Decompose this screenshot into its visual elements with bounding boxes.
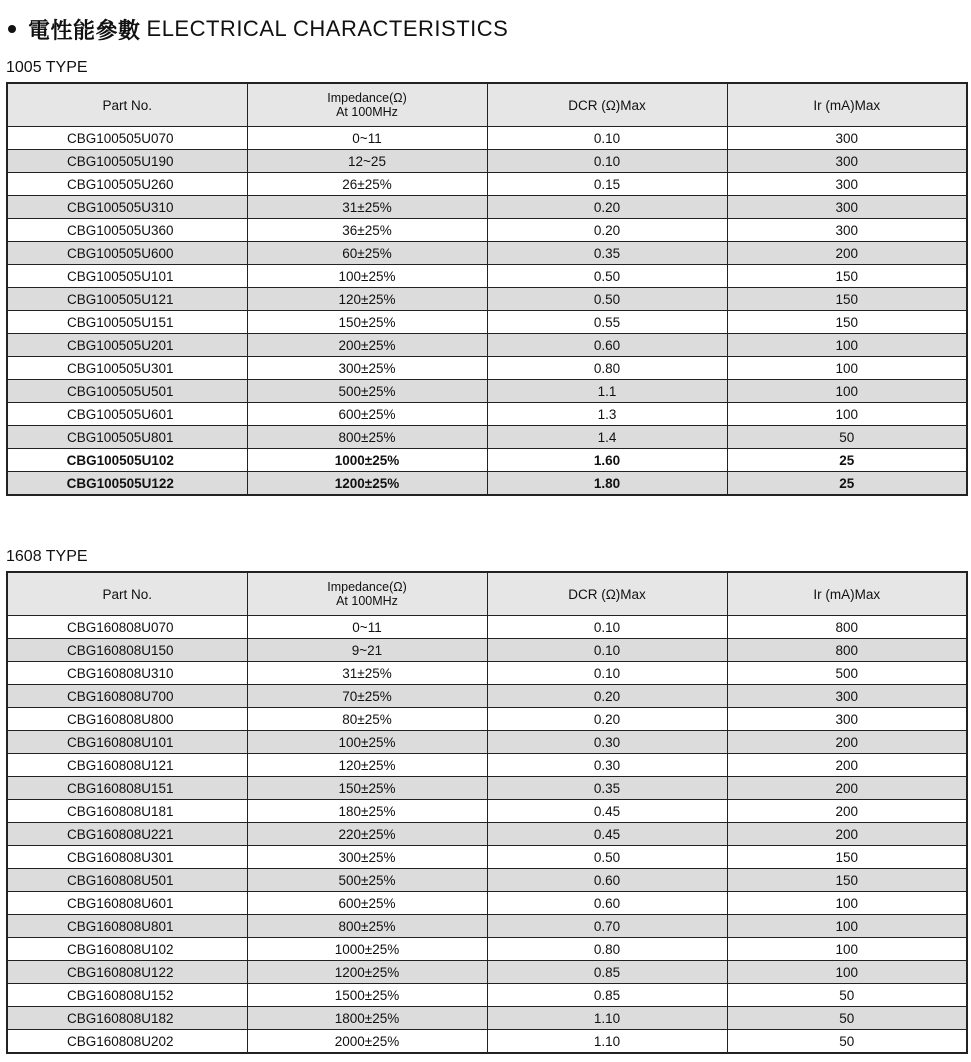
cell-ir: 50 <box>727 984 967 1007</box>
cell-part-number: CBG160808U102 <box>7 938 247 961</box>
section-heading <box>8 14 508 44</box>
spec-table-1608 <box>6 571 968 1054</box>
cell-impedance: 150±25% <box>247 311 487 334</box>
cell-dcr: 0.10 <box>487 150 727 173</box>
table-row <box>7 265 967 288</box>
cell-impedance: 200±25% <box>247 334 487 357</box>
column-header-dcr: DCR (Ω)Max <box>487 83 727 127</box>
cell-dcr: 0.45 <box>487 800 727 823</box>
cell-dcr: 0.30 <box>487 731 727 754</box>
table-row <box>7 846 967 869</box>
table-row <box>7 127 967 150</box>
table-row <box>7 150 967 173</box>
cell-part-number: CBG160808U202 <box>7 1030 247 1054</box>
column-header-part: Part No. <box>7 572 247 616</box>
cell-part-number: CBG160808U301 <box>7 846 247 869</box>
cell-part-number: CBG160808U182 <box>7 1007 247 1030</box>
table-row <box>7 1030 967 1054</box>
cell-impedance: 120±25% <box>247 288 487 311</box>
table-row <box>7 380 967 403</box>
cell-dcr: 0.20 <box>487 219 727 242</box>
cell-impedance: 100±25% <box>247 731 487 754</box>
cell-ir: 100 <box>727 380 967 403</box>
cell-dcr: 0.50 <box>487 265 727 288</box>
cell-ir: 100 <box>727 403 967 426</box>
cell-ir: 300 <box>727 196 967 219</box>
cell-part-number: CBG100505U360 <box>7 219 247 242</box>
cell-impedance: 36±25% <box>247 219 487 242</box>
cell-part-number: CBG100505U070 <box>7 127 247 150</box>
table-row <box>7 334 967 357</box>
table-row <box>7 777 967 800</box>
cell-impedance: 60±25% <box>247 242 487 265</box>
cell-part-number: CBG160808U121 <box>7 754 247 777</box>
cell-impedance: 100±25% <box>247 265 487 288</box>
cell-impedance: 9~21 <box>247 639 487 662</box>
cell-ir: 200 <box>727 777 967 800</box>
cell-ir: 300 <box>727 219 967 242</box>
cell-impedance: 80±25% <box>247 708 487 731</box>
cell-part-number: CBG160808U152 <box>7 984 247 1007</box>
cell-impedance: 600±25% <box>247 892 487 915</box>
table-row <box>7 639 967 662</box>
cell-impedance: 70±25% <box>247 685 487 708</box>
column-header-dcr: DCR (Ω)Max <box>487 572 727 616</box>
cell-dcr: 0.85 <box>487 984 727 1007</box>
cell-part-number: CBG160808U151 <box>7 777 247 800</box>
cell-part-number: CBG160808U801 <box>7 915 247 938</box>
cell-ir: 200 <box>727 731 967 754</box>
cell-dcr: 0.60 <box>487 892 727 915</box>
cell-dcr: 0.50 <box>487 288 727 311</box>
cell-part-number: CBG160808U221 <box>7 823 247 846</box>
table-row <box>7 1007 967 1030</box>
cell-ir: 100 <box>727 892 967 915</box>
table-row <box>7 961 967 984</box>
cell-part-number: CBG160808U122 <box>7 961 247 984</box>
column-header-impedance <box>247 83 487 127</box>
cell-part-number: CBG100505U201 <box>7 334 247 357</box>
cell-impedance: 800±25% <box>247 426 487 449</box>
cell-ir: 25 <box>727 472 967 496</box>
cell-dcr: 0.10 <box>487 662 727 685</box>
cell-part-number: CBG100505U301 <box>7 357 247 380</box>
cell-dcr: 0.85 <box>487 961 727 984</box>
cell-dcr: 0.20 <box>487 196 727 219</box>
cell-dcr: 1.3 <box>487 403 727 426</box>
cell-impedance: 180±25% <box>247 800 487 823</box>
cell-ir: 100 <box>727 915 967 938</box>
cell-dcr: 0.20 <box>487 708 727 731</box>
table-row <box>7 662 967 685</box>
table-row <box>7 984 967 1007</box>
cell-ir: 800 <box>727 616 967 639</box>
cell-ir: 150 <box>727 846 967 869</box>
cell-ir: 200 <box>727 823 967 846</box>
cell-ir: 300 <box>727 150 967 173</box>
cell-part-number: CBG100505U260 <box>7 173 247 196</box>
column-header-ir: Ir (mA)Max <box>727 83 967 127</box>
cell-part-number: CBG100505U600 <box>7 242 247 265</box>
cell-part-number: CBG160808U501 <box>7 869 247 892</box>
cell-ir: 300 <box>727 173 967 196</box>
cell-dcr: 0.60 <box>487 334 727 357</box>
cell-ir: 100 <box>727 357 967 380</box>
cell-part-number: CBG160808U150 <box>7 639 247 662</box>
cell-ir: 800 <box>727 639 967 662</box>
cell-dcr: 0.10 <box>487 639 727 662</box>
cell-ir: 100 <box>727 334 967 357</box>
cell-part-number: CBG100505U102 <box>7 449 247 472</box>
cell-dcr: 0.15 <box>487 173 727 196</box>
cell-impedance: 0~11 <box>247 127 487 150</box>
table-row <box>7 403 967 426</box>
cell-part-number: CBG100505U501 <box>7 380 247 403</box>
cell-part-number: CBG160808U310 <box>7 662 247 685</box>
table-row <box>7 731 967 754</box>
table-row <box>7 311 967 334</box>
cell-ir: 200 <box>727 242 967 265</box>
cell-dcr: 0.35 <box>487 242 727 265</box>
table-row <box>7 449 967 472</box>
table-body-1608 <box>7 616 967 1054</box>
cell-impedance: 300±25% <box>247 846 487 869</box>
table-row <box>7 708 967 731</box>
cell-ir: 150 <box>727 311 967 334</box>
cell-impedance: 31±25% <box>247 662 487 685</box>
cell-impedance: 800±25% <box>247 915 487 938</box>
cell-impedance: 1000±25% <box>247 449 487 472</box>
cell-impedance: 26±25% <box>247 173 487 196</box>
table-row <box>7 219 967 242</box>
cell-dcr: 0.35 <box>487 777 727 800</box>
type-label-1005: 1005 TYPE <box>6 59 88 76</box>
cell-ir: 300 <box>727 127 967 150</box>
cell-dcr: 0.50 <box>487 846 727 869</box>
table-row <box>7 616 967 639</box>
impedance-header-line2: At 100MHz <box>336 594 398 608</box>
cell-impedance: 1000±25% <box>247 938 487 961</box>
table-row <box>7 472 967 496</box>
cell-dcr: 0.20 <box>487 685 727 708</box>
heading-english: ELECTRICAL CHARACTERISTICS <box>146 16 509 41</box>
table-row <box>7 288 967 311</box>
cell-dcr: 0.60 <box>487 869 727 892</box>
cell-part-number: CBG160808U700 <box>7 685 247 708</box>
cell-impedance: 1200±25% <box>247 472 487 496</box>
cell-part-number: CBG100505U121 <box>7 288 247 311</box>
cell-ir: 100 <box>727 938 967 961</box>
cell-dcr: 1.60 <box>487 449 727 472</box>
table-row <box>7 426 967 449</box>
cell-ir: 150 <box>727 869 967 892</box>
table-row <box>7 196 967 219</box>
cell-part-number: CBG100505U151 <box>7 311 247 334</box>
cell-impedance: 120±25% <box>247 754 487 777</box>
table-row <box>7 938 967 961</box>
cell-ir: 500 <box>727 662 967 685</box>
cell-part-number: CBG160808U601 <box>7 892 247 915</box>
table-header-row <box>7 572 967 616</box>
impedance-header-line2: At 100MHz <box>336 105 398 119</box>
impedance-header-line1: Impedance(Ω) <box>327 580 407 594</box>
cell-part-number: CBG160808U101 <box>7 731 247 754</box>
cell-ir: 200 <box>727 754 967 777</box>
cell-part-number: CBG100505U801 <box>7 426 247 449</box>
table-row <box>7 892 967 915</box>
cell-ir: 300 <box>727 708 967 731</box>
cell-dcr: 1.1 <box>487 380 727 403</box>
cell-dcr: 0.55 <box>487 311 727 334</box>
cell-dcr: 1.10 <box>487 1030 727 1054</box>
cell-dcr: 0.70 <box>487 915 727 938</box>
cell-ir: 50 <box>727 1007 967 1030</box>
column-header-part: Part No. <box>7 83 247 127</box>
table-row <box>7 242 967 265</box>
cell-dcr: 0.45 <box>487 823 727 846</box>
cell-ir: 150 <box>727 265 967 288</box>
cell-ir: 25 <box>727 449 967 472</box>
cell-part-number: CBG100505U190 <box>7 150 247 173</box>
cell-dcr: 1.10 <box>487 1007 727 1030</box>
type-label-1608: 1608 TYPE <box>6 548 88 565</box>
table-row <box>7 800 967 823</box>
cell-ir: 300 <box>727 685 967 708</box>
cell-impedance: 300±25% <box>247 357 487 380</box>
cell-impedance: 0~11 <box>247 616 487 639</box>
cell-part-number: CBG100505U101 <box>7 265 247 288</box>
cell-ir: 200 <box>727 800 967 823</box>
table-row <box>7 869 967 892</box>
table-header-row <box>7 83 967 127</box>
cell-part-number: CBG160808U800 <box>7 708 247 731</box>
cell-ir: 100 <box>727 961 967 984</box>
cell-dcr: 1.4 <box>487 426 727 449</box>
cell-impedance: 1500±25% <box>247 984 487 1007</box>
cell-part-number: CBG100505U601 <box>7 403 247 426</box>
cell-impedance: 500±25% <box>247 869 487 892</box>
cell-impedance: 12~25 <box>247 150 487 173</box>
cell-ir: 50 <box>727 426 967 449</box>
table-row <box>7 357 967 380</box>
cell-impedance: 2000±25% <box>247 1030 487 1054</box>
cell-dcr: 1.80 <box>487 472 727 496</box>
table-row <box>7 173 967 196</box>
cell-dcr: 0.30 <box>487 754 727 777</box>
cell-ir: 50 <box>727 1030 967 1054</box>
cell-part-number: CBG160808U070 <box>7 616 247 639</box>
table-row <box>7 754 967 777</box>
table-row <box>7 823 967 846</box>
cell-dcr: 0.10 <box>487 616 727 639</box>
cell-impedance: 31±25% <box>247 196 487 219</box>
impedance-header-line1: Impedance(Ω) <box>327 91 407 105</box>
column-header-impedance <box>247 572 487 616</box>
cell-part-number: CBG100505U310 <box>7 196 247 219</box>
cell-impedance: 500±25% <box>247 380 487 403</box>
bullet-icon <box>8 25 16 33</box>
table-row <box>7 915 967 938</box>
table-body-1005 <box>7 127 967 496</box>
cell-ir: 150 <box>727 288 967 311</box>
cell-dcr: 0.80 <box>487 357 727 380</box>
cell-impedance: 1200±25% <box>247 961 487 984</box>
heading-cjk: 電性能參數 <box>28 18 141 44</box>
cell-part-number: CBG100505U122 <box>7 472 247 496</box>
spec-table-1005 <box>6 82 968 496</box>
cell-dcr: 0.80 <box>487 938 727 961</box>
cell-impedance: 150±25% <box>247 777 487 800</box>
cell-dcr: 0.10 <box>487 127 727 150</box>
cell-impedance: 220±25% <box>247 823 487 846</box>
cell-impedance: 600±25% <box>247 403 487 426</box>
column-header-ir: Ir (mA)Max <box>727 572 967 616</box>
cell-part-number: CBG160808U181 <box>7 800 247 823</box>
cell-impedance: 1800±25% <box>247 1007 487 1030</box>
table-row <box>7 685 967 708</box>
